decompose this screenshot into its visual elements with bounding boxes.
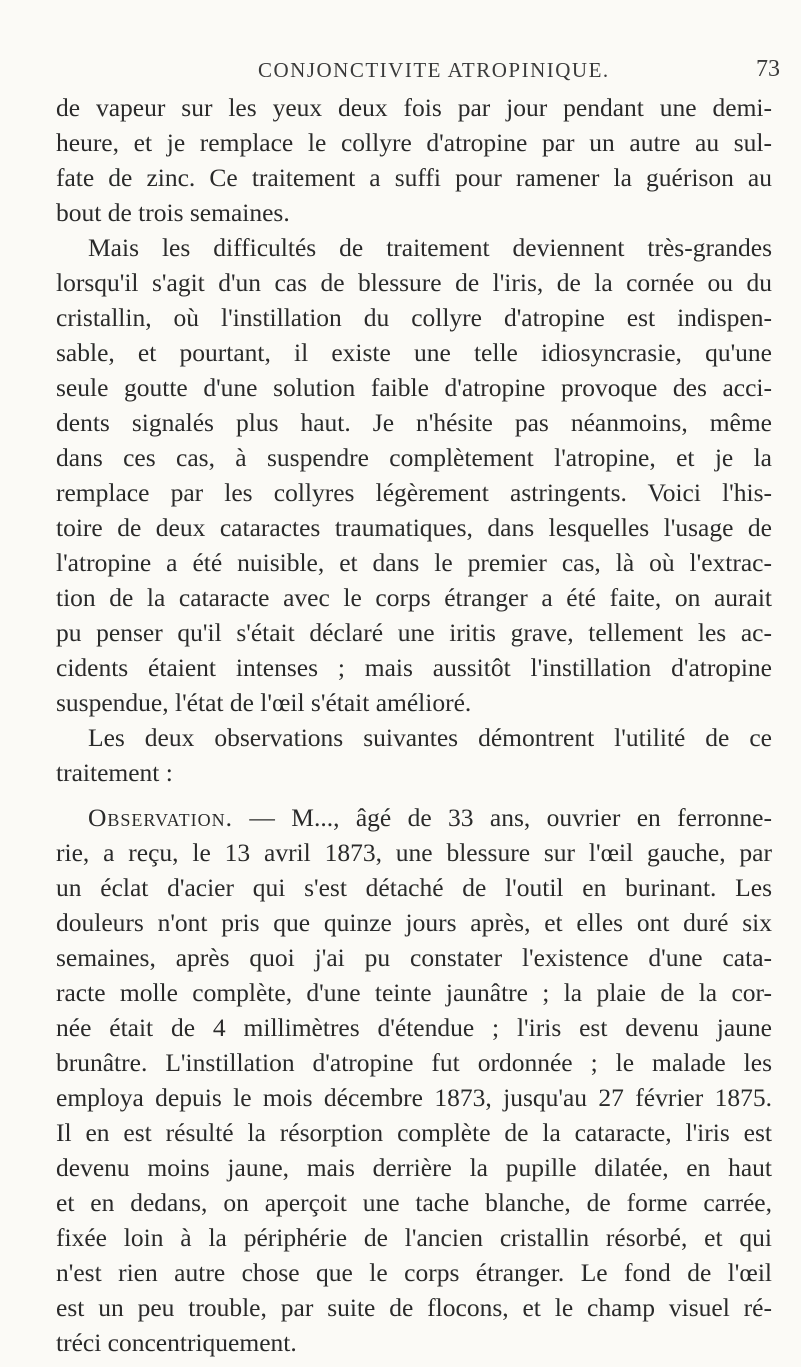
observation-label: Observation.: [88, 803, 234, 832]
text-line: tréci concentriquement.: [56, 1328, 297, 1357]
text-line: fixée loin à la périphérie de l'ancien cristallin résorbé, et qui: [56, 1223, 772, 1252]
text-line: n'est rien autre chose que le corps étranger. Le fond de l'œil: [56, 1258, 772, 1287]
text-line: un éclat d'acier qui s'est détaché de l'outil en burinant. Les: [56, 873, 772, 902]
text-line: brunâtre. L'instillation d'atropine fut ordonnée ; le malade les: [56, 1048, 772, 1077]
text-line: bout de trois semaines.: [56, 198, 290, 227]
text-line: employa depuis le mois décembre 1873, jusqu'au 27 février 1875.: [56, 1083, 772, 1112]
text-line: est un peu trouble, par suite de flocons, et le champ visuel ré-: [56, 1293, 772, 1322]
paragraph-gap: [56, 790, 772, 800]
observation-line-text: — M..., âgé de 33 ans, ouvrier en ferronne-: [233, 803, 772, 832]
text-line: tion de la cataracte avec le corps étranger a été faite, on aurait: [56, 583, 772, 612]
running-head: [0, 56, 801, 86]
text-line: remplace par les collyres légèrement astringents. Voici l'his-: [56, 478, 772, 507]
text-line: heure, et je remplace le collyre d'atropine par un autre au sul-: [56, 128, 772, 157]
text-line: cristallin, où l'instillation du collyre d'atropine est indispen-: [56, 303, 772, 332]
text-line: lorsqu'il s'agit d'un cas de blessure de l'iris, de la cornée ou du: [56, 268, 772, 297]
text-line: fate de zinc. Ce traitement a suffi pour ramener la guérison au: [56, 163, 772, 192]
text-line: toire de deux cataractes traumatiques, dans lesquelles l'usage de: [56, 513, 772, 542]
text-line: l'atropine a été nuisible, et dans le premier cas, là où l'extrac-: [56, 548, 772, 577]
text-line: pu penser qu'il s'était déclaré une iritis grave, tellement les ac-: [56, 618, 772, 647]
text-line: Mais les difficultés de traitement deviennent très-grandes: [88, 233, 772, 262]
text-line: née était de 4 millimètres d'étendue ; l'iris est devenu jaune: [56, 1013, 772, 1042]
page-number: 73: [756, 56, 780, 82]
text-line: rie, a reçu, le 13 avril 1873, une blessure sur l'œil gauche, par: [56, 838, 772, 867]
paragraph-difficulties: [56, 230, 772, 720]
text-line: devenu moins jaune, mais derrière la pupille dilatée, en haut: [56, 1153, 772, 1182]
text-line: racte molle complète, d'une teinte jaunâtre ; la plaie de la cor-: [56, 978, 772, 1007]
paragraph-observation: [56, 800, 772, 1360]
text-line: dents signalés plus haut. Je n'hésite pas néanmoins, même: [56, 408, 772, 437]
text-line: douleurs n'ont pris que quinze jours après, et elles ont duré six: [56, 908, 772, 937]
text-line: dans ces cas, à suspendre complètement l'atropine, et je la: [56, 443, 772, 472]
text-line: traitement :: [56, 758, 173, 787]
text-line: suspendue, l'état de l'œil s'était amélioré.: [56, 688, 472, 717]
text-line: semaines, après quoi j'ai pu constater l'existence d'une cata-: [56, 943, 772, 972]
text-line: Il en est résulté la résorption complète de la cataracte, l'iris est: [56, 1118, 772, 1147]
body-text: [56, 90, 772, 1360]
paragraph-observations-intro: [56, 720, 772, 790]
paragraph-continuation: [56, 90, 772, 230]
text-line: cidents étaient intenses ; mais aussitôt l'instillation d'atropine: [56, 653, 772, 682]
text-line: seule goutte d'une solution faible d'atropine provoque des acci-: [56, 373, 772, 402]
running-title: CONJONCTIVITE ATROPINIQUE.: [258, 58, 610, 82]
text-line: [56, 800, 772, 835]
text-line: et en dedans, on aperçoit une tache blanche, de forme carrée,: [56, 1188, 772, 1217]
text-line: de vapeur sur les yeux deux fois par jour pendant une demi-: [56, 93, 772, 122]
text-line: sable, et pourtant, il existe une telle idiosyncrasie, qu'une: [56, 338, 772, 367]
text-line: Les deux observations suivantes démontrent l'utilité de ce: [88, 723, 772, 752]
